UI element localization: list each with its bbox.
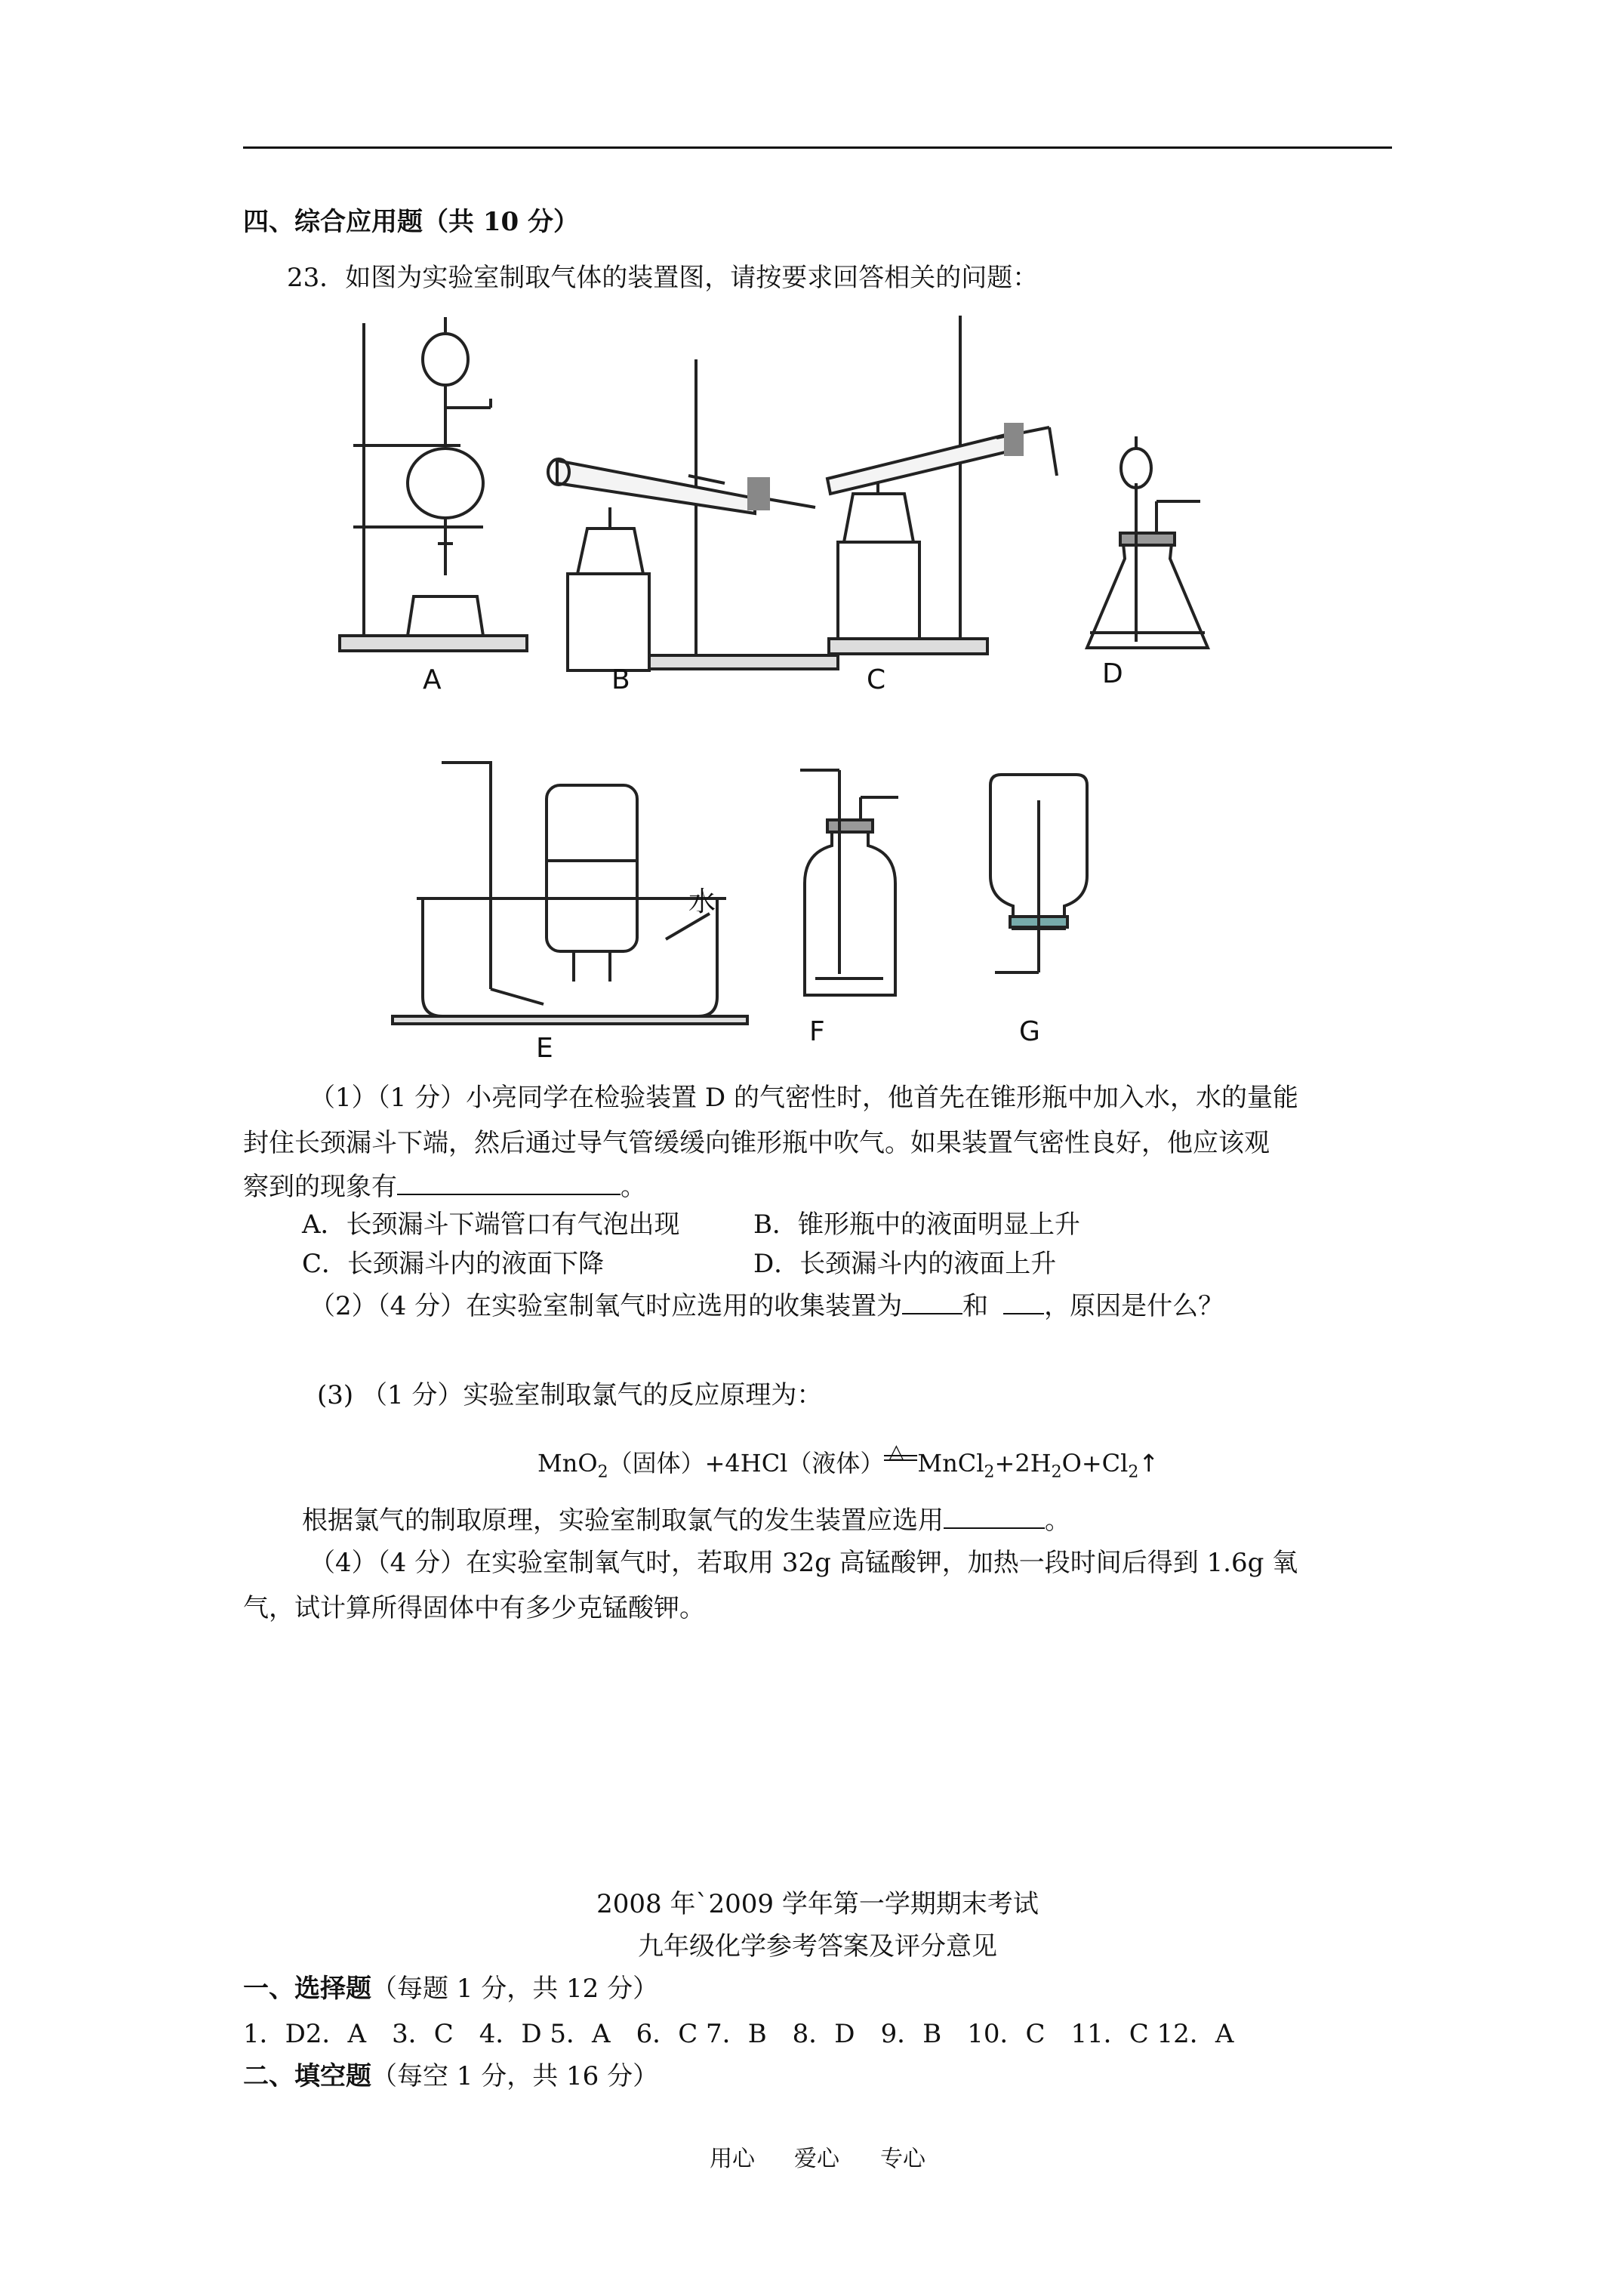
footer-left: 用心 xyxy=(710,2146,755,2172)
figure-label-d: D xyxy=(1102,658,1123,689)
answer-blank-3[interactable] xyxy=(1003,1290,1044,1314)
option-c: C．长颈漏斗内的液面下降 xyxy=(302,1249,605,1279)
figure-label-a: A xyxy=(423,664,442,695)
answers-title2: 九年级化学参考答案及评分意见 xyxy=(638,1931,997,1962)
answers-section1: 一、选择题（每题 1 分，共 12 分） xyxy=(243,1974,659,2004)
figure-label-e: E xyxy=(536,1033,553,1064)
option-d: D．长颈漏斗内的液面上升 xyxy=(753,1249,1057,1279)
figure-label-f: F xyxy=(809,1016,825,1047)
heat-equals-sign: △ xyxy=(884,1449,917,1472)
part4-line2: 气，试计算所得固体中有多少克锰酸钾。 xyxy=(243,1593,705,1623)
answer-blank-1[interactable] xyxy=(397,1171,621,1195)
part1-line1: （1）（1 分）小亮同学在检验装置 D 的气密性时，他首先在锥形瓶中加入水，水的量能 xyxy=(310,1083,1298,1113)
stand-base-a xyxy=(340,636,527,651)
answers-section2: 二、填空题（每空 1 分，共 16 分） xyxy=(243,2061,659,2091)
footer-mid: 爱心 xyxy=(794,2146,839,2172)
reaction-equation: MnO$_2$（固体）+4HCl（液体） △ $MnCl_2+2H_2O+Cl_2↑$ xyxy=(537,1441,1160,1482)
option-b: B．锥形瓶中的液面明显上升 xyxy=(753,1210,1080,1240)
answer-blank-2[interactable] xyxy=(902,1290,962,1314)
section-title: 四、综合应用题（共 10 分） xyxy=(243,207,579,237)
part3-title: (3) （1 分）实验室制取氯气的反应原理为： xyxy=(317,1380,823,1410)
part3-question: 根据氯气的制取原理，实验室制取氯气的发生装置应选用 。 xyxy=(302,1505,1070,1536)
footer-right: 专心 xyxy=(880,2146,925,2172)
part4-line1: （4）（4 分）在实验室制氧气时，若取用 32g 高锰酸钾，加热一段时间后得到 1.6g 氧 xyxy=(310,1548,1298,1578)
option-a: A．长颈漏斗下端管口有气泡出现 xyxy=(302,1210,680,1240)
answers-section1-list: 1．D2．A 3．C 4．D 5．A 6．C 7．B 8．D 9．B 10．C 11．C 12．A xyxy=(243,2019,1234,2049)
figure-label-c: C xyxy=(867,664,886,695)
figure-label-g: G xyxy=(1019,1016,1040,1047)
answer-blank-4[interactable] xyxy=(944,1505,1045,1529)
figure-label-b: B xyxy=(611,664,630,695)
part1-line3: 察到的现象有 。 xyxy=(243,1172,646,1202)
question-stem: 23．如图为实验室制取气体的装置图，请按要求回答相关的问题： xyxy=(287,263,1039,293)
part2-line: （2）（4 分）在实验室制氧气时应选用的收集装置为 和 ，原因是什么？ xyxy=(310,1291,1224,1321)
answers-title1: 2008 年`2009 学年第一学期期末考试 xyxy=(596,1889,1039,1919)
water-label: 水 xyxy=(688,886,716,917)
part1-line2: 封住长颈漏斗下端，然后通过导气管缓缓向锥形瓶中吹气。如果装置气密性良好，他应该观 xyxy=(243,1128,1270,1158)
